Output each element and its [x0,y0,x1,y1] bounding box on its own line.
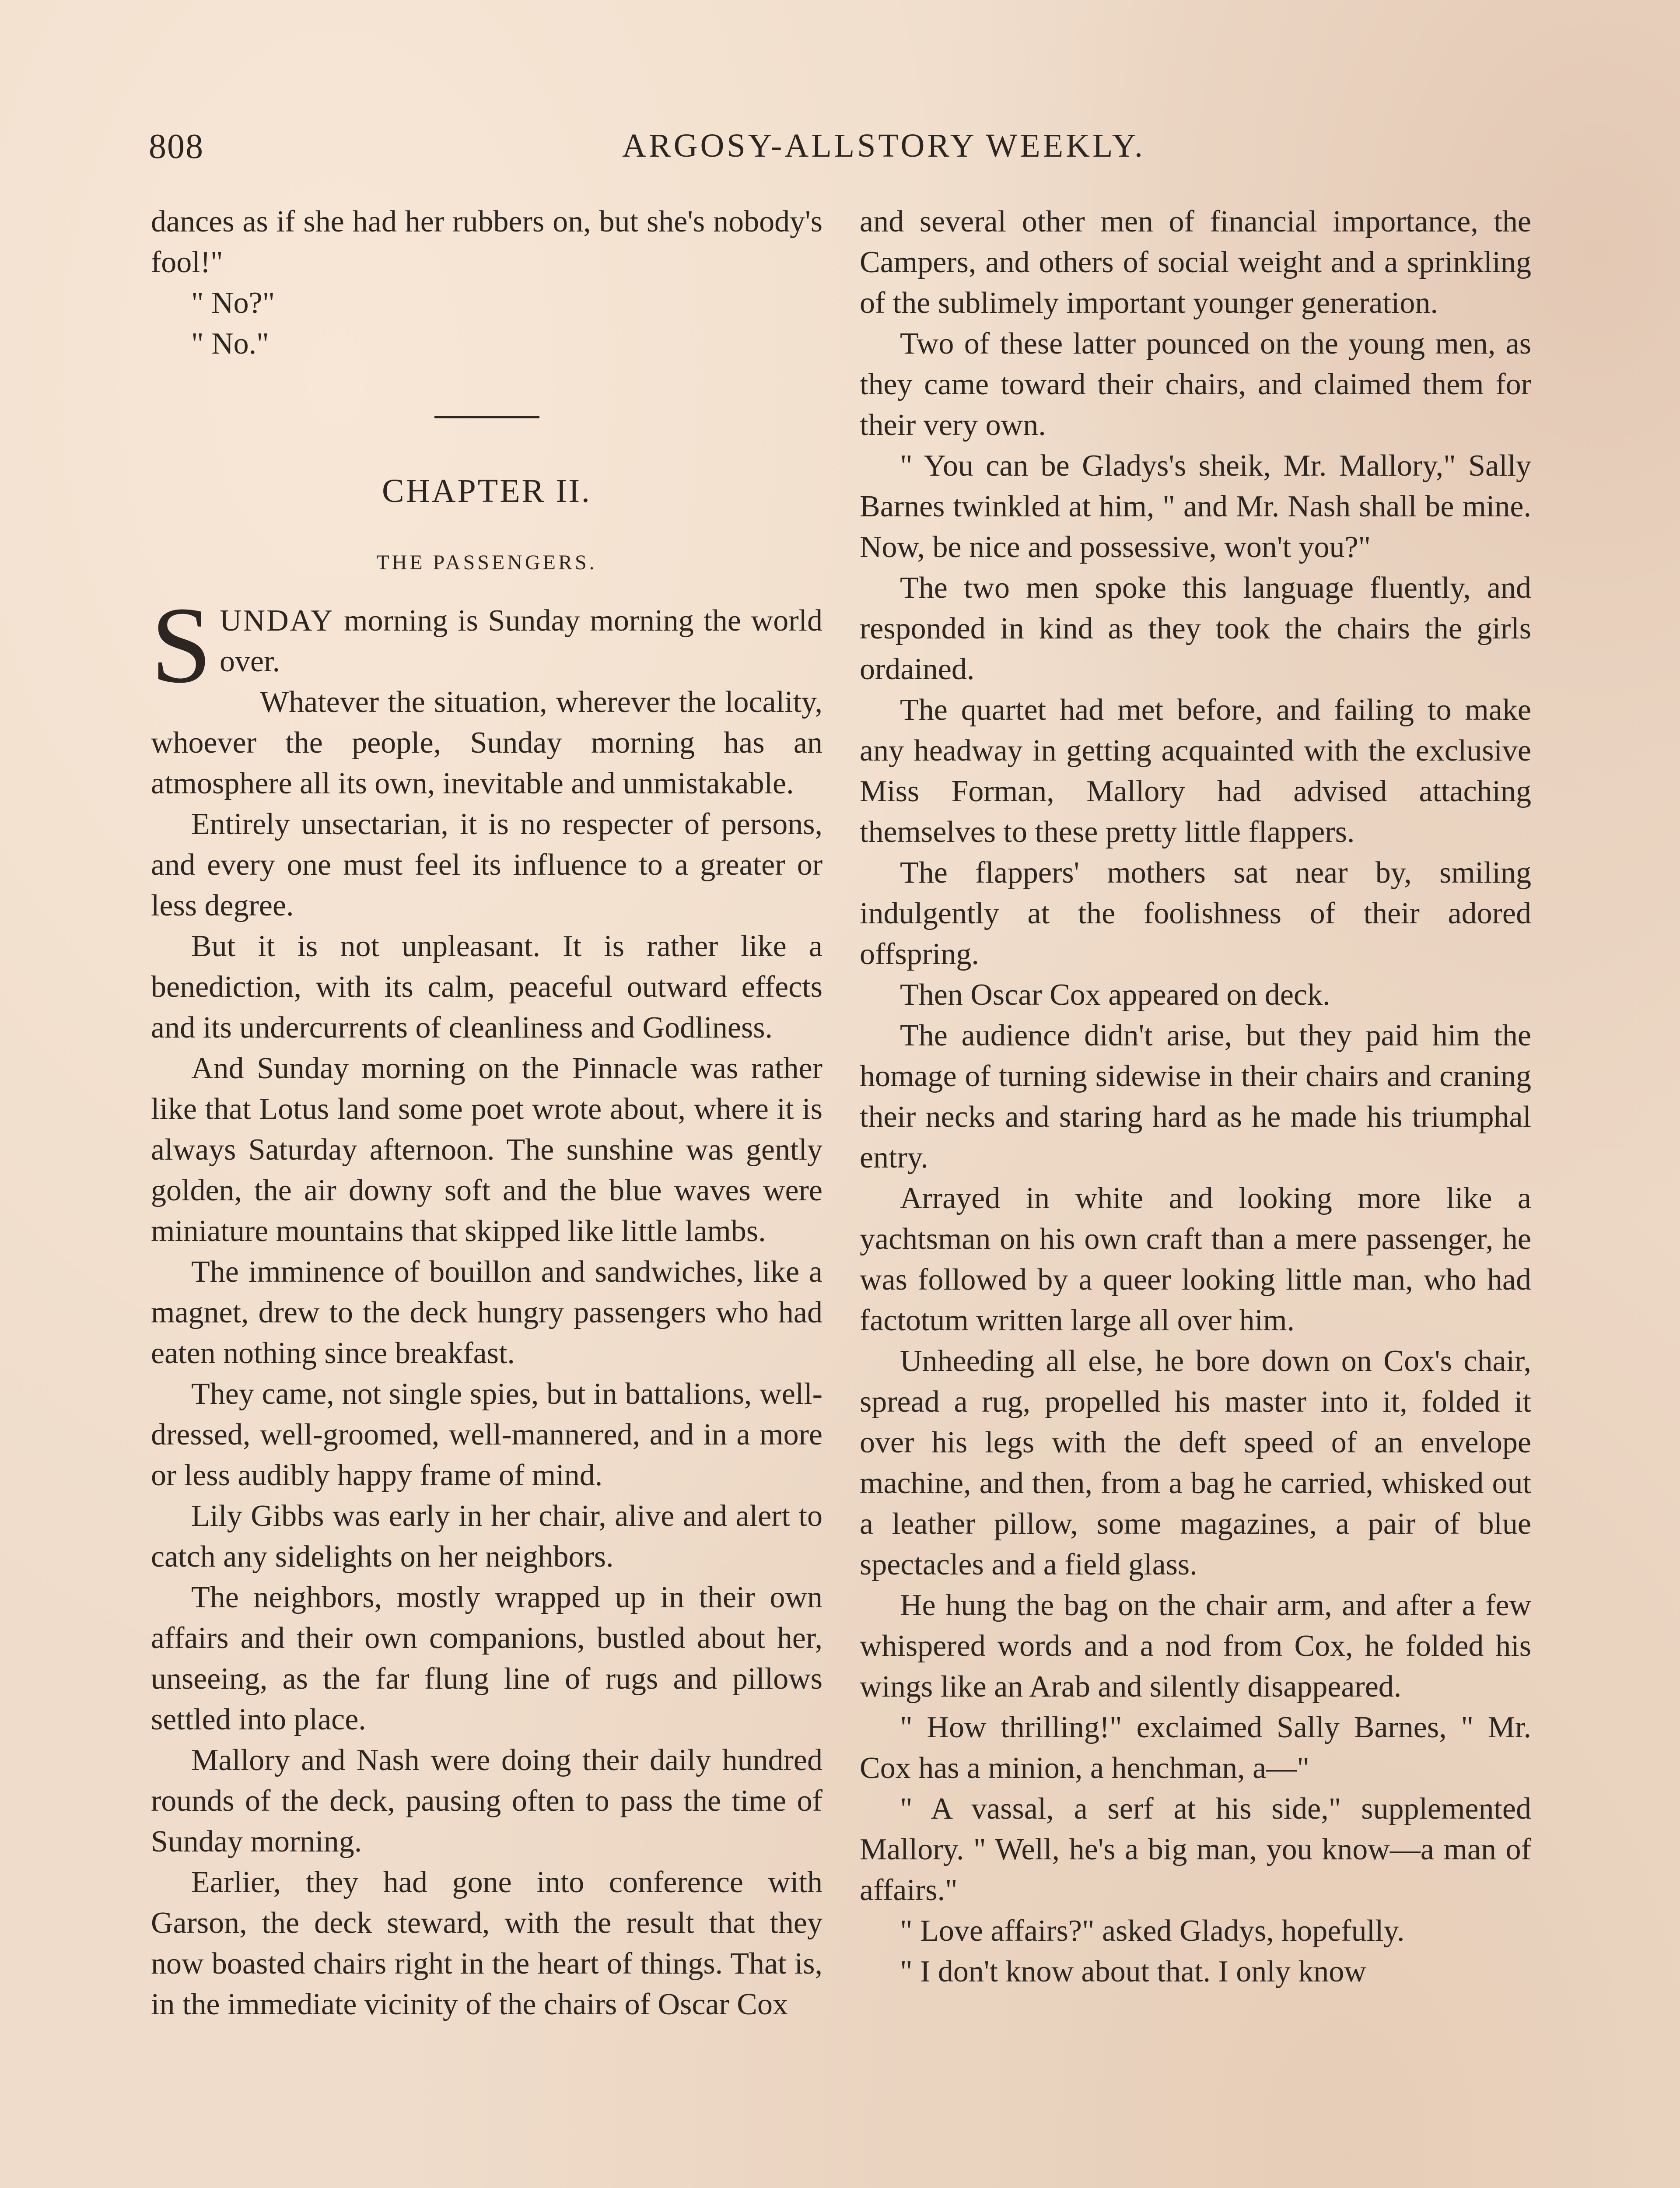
paragraph: But it is not unpleasant. It is rather like a benediction, with its calm, peaceful outward effects and its undercurrents of cleanliness and Godliness. [151,929,822,1045]
paragraph: Then Oscar Cox appeared on deck. [900,978,1330,1012]
chapter-subtitle: THE PASSENGERS. [376,551,597,574]
paragraph: " No?" [191,286,275,320]
page-header [149,127,1558,175]
paragraph: And Sunday morning on the Pinnacle was rather like that Lotus land some poet wrote about, where it is always Saturday afternoon. The sunshine was gently golden, the air downy soft and the blue waves were miniature mountains that skipped like little lambs. [151,1052,822,1248]
paragraph: The audience didn't arise, but they paid him the homage of turning sidewise in their chairs and craning their necks and staring hard as he made his triumphal entry. [860,1019,1531,1175]
drop-cap: S [151,585,212,706]
paragraph: Mallory and Nash were doing their daily hundred rounds of the deck, pausing often to pass the time of Sunday morning. [151,1743,822,1858]
paragraph: The imminence of bouillon and sandwiches, like a magnet, drew to the deck hungry passengers who had eaten nothing since breakfast. [151,1255,822,1370]
paragraph: They came, not single spies, but in battalions, well-dressed, well-groomed, well-mannered, and in a more or less audibly happy frame of mind. [151,1377,822,1492]
lead-word: UNDAY [220,604,334,638]
right-column [860,201,1531,1992]
opening-paragraph [151,585,822,706]
paragraph: " You can be Gladys's sheik, Mr. Mallory," Sally Barnes twinkled at him, " and Mr. Nash shall be mine. Now, be nice and possessive, won't you?" [860,449,1531,564]
paragraph: " A vassal, a serf at his side," supplemented Mallory. " Well, he's a big man, you know—a man of affairs." [860,1792,1531,1907]
chapter-title: CHAPTER II. [382,473,592,509]
paragraph: Whatever the situation, wherever the locality, whoever the people, Sunday morning has an atmosphere all its own, inevitable and unmistakable. [151,685,822,800]
running-title: ARGOSY-ALLSTORY WEEKLY. [622,127,1145,164]
left-column [151,201,822,2025]
paragraph: Arrayed in white and looking more like a yachtsman on his own craft than a mere passenger, he was followed by a queer looking little man, who had factotum written large all over him. [860,1182,1531,1337]
paragraph: The flappers' mothers sat near by, smiling indulgently at the foolishness of their adored offspring. [860,856,1531,971]
paragraph-text: morning is Sunday morning the world over. [220,604,822,678]
section-divider [434,416,539,418]
paragraph: " I don't know about that. I only know [900,1955,1366,1988]
paragraph: The quartet had met before, and failing to make any headway in getting acquainted with the exclusive Miss Forman, Mallory had advised attaching themselves to these pretty little flappers. [860,693,1531,849]
paragraph: " How thrilling!" exclaimed Sally Barnes, " Mr. Cox has a minion, a henchman, a—" [860,1711,1531,1785]
paragraph: dances as if she had her rubbers on, but she's nobody's fool!" [151,205,822,279]
paragraph: Two of these latter pounced on the young men, as they came toward their chairs, and claimed them for their very own. [860,327,1531,442]
paragraph: Unheeding all else, he bore down on Cox's chair, spread a rug, propelled his master into it, folded it over his legs with the deft speed of an envelope machine, and then, from a bag he carried, whisked out a leather pillow, some magazines, a pair of blue spectacles and a field glass. [860,1344,1531,1581]
paragraph: Entirely unsectarian, it is no respecter of persons, and every one must feel its influence to a greater or less degree. [151,807,822,922]
paragraph: Lily Gibbs was early in her chair, alive and alert to catch any sidelights on her neighbors. [151,1499,822,1574]
page-number: 808 [149,127,204,166]
paragraph: The neighbors, mostly wrapped up in their own affairs and their own companions, bustled about her, unseeing, as the far flung line of rugs and pillows settled into place. [151,1581,822,1736]
paragraph: The two men spoke this language fluently, and responded in kind as they took the chairs the girls ordained. [860,571,1531,686]
paragraph: " Love affairs?" asked Gladys, hopefully. [900,1914,1405,1948]
paragraph: He hung the bag on the chair arm, and after a few whispered words and a nod from Cox, he folded his wings like an Arab and silently disappeared. [860,1588,1531,1704]
paragraph: " No." [191,327,269,361]
paragraph: Earlier, they had gone into conference with Garson, the deck steward, with the result that they now boasted chairs right in the heart of things. That is, in the immediate vicinity of the chairs of Oscar Cox [151,1865,822,2021]
paragraph: and several other men of financial importance, the Campers, and others of social weight and a sprinkling of the sublimely important younger generation. [860,205,1531,320]
